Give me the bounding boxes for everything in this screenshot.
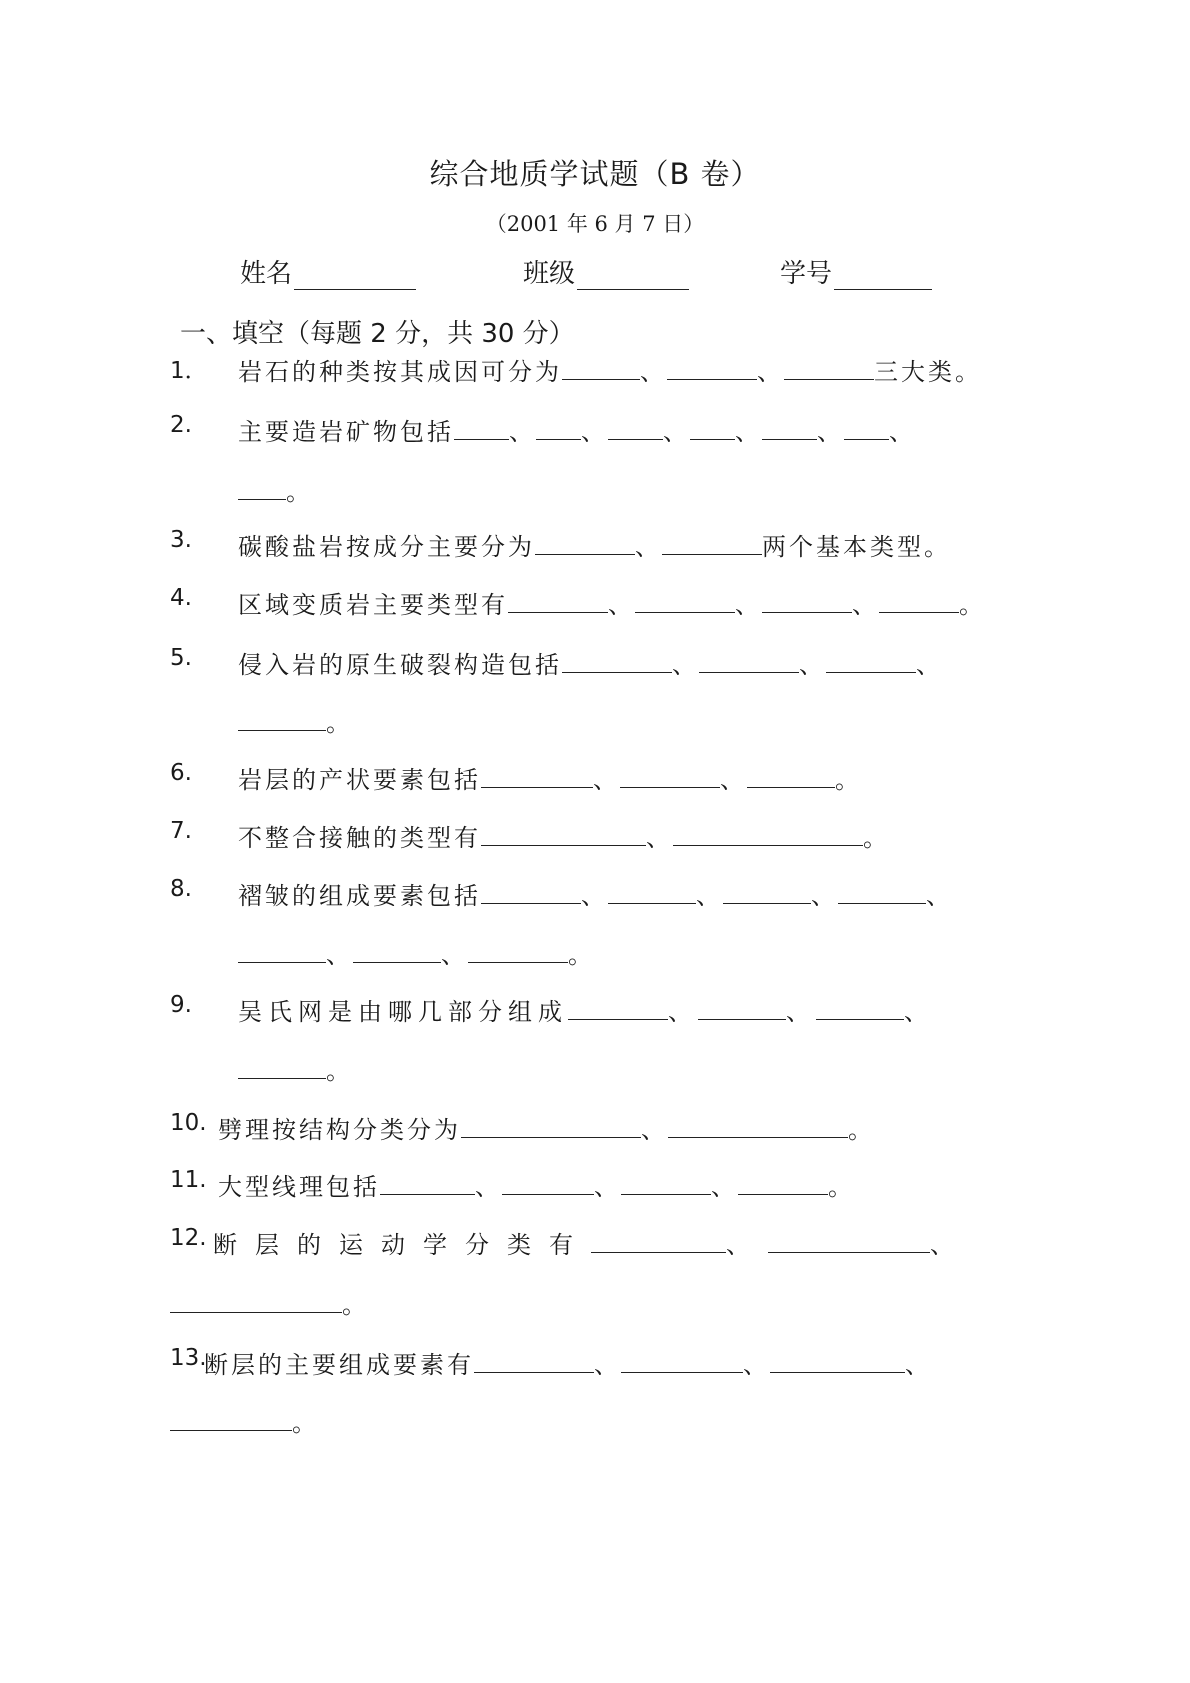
class-blank[interactable]: [577, 265, 689, 290]
answer-blank[interactable]: [747, 765, 835, 788]
question-text: 不整合接触的类型有 、 。: [238, 824, 890, 852]
exam-date: （2001 年 6 月 7 日）: [485, 212, 705, 236]
answer-blank[interactable]: [621, 1350, 743, 1373]
question-text: 岩石的种类按其成因可分为 、 、 三大类。: [238, 358, 982, 386]
answer-blank[interactable]: [562, 357, 640, 380]
answer-blank[interactable]: [481, 823, 646, 846]
question-text: 碳酸盐岩按成分主要分为 、 两个基本类型。: [238, 533, 951, 561]
answer-blank[interactable]: [502, 1172, 594, 1195]
answer-blank[interactable]: [762, 590, 852, 613]
question-number: 11.: [170, 1167, 207, 1193]
name-field[interactable]: [240, 253, 416, 290]
question-text: 劈理按结构分类分为 、 。: [218, 1116, 875, 1144]
question-text: 岩层的产状要素包括 、 、 。: [238, 766, 862, 794]
student-id-label: 学号: [780, 259, 833, 289]
answer-blank[interactable]: [562, 650, 672, 673]
name-label: 姓名: [240, 259, 293, 289]
answer-blank[interactable]: [698, 997, 786, 1020]
question-text: 大型线理包括 、 、 、 。: [218, 1173, 855, 1201]
answer-blank[interactable]: [380, 1172, 475, 1195]
answer-blank[interactable]: [768, 1230, 930, 1253]
question-number: 9.: [170, 992, 192, 1018]
answer-blank[interactable]: [762, 417, 817, 440]
question-number: 8.: [170, 876, 192, 902]
question-number: 5.: [170, 645, 192, 671]
answer-blank[interactable]: [170, 1408, 292, 1431]
answer-blank[interactable]: [826, 650, 916, 673]
answer-blank[interactable]: [738, 1172, 828, 1195]
section-heading: 一、填空（每题 2 分，共 30 分）: [180, 319, 575, 349]
answer-blank[interactable]: [879, 590, 959, 613]
question-text: 断层的运动学分类有 、 、: [213, 1231, 972, 1259]
answer-blank[interactable]: [668, 1115, 848, 1138]
answer-blank[interactable]: [170, 1290, 342, 1313]
answer-blank[interactable]: [536, 417, 581, 440]
answer-blank[interactable]: [353, 940, 441, 963]
answer-blank[interactable]: [662, 532, 762, 555]
class-field[interactable]: [523, 253, 689, 290]
answer-blank[interactable]: [723, 881, 811, 904]
answer-blank[interactable]: [535, 532, 635, 555]
answer-blank[interactable]: [673, 823, 863, 846]
answer-blank[interactable]: [468, 940, 568, 963]
question-number: 1．: [170, 358, 208, 384]
question-text: 断层的主要组成要素有 、 、 、: [204, 1351, 932, 1379]
answer-blank[interactable]: [770, 1350, 905, 1373]
question-number: 2.: [170, 412, 192, 438]
answer-blank[interactable]: [238, 477, 286, 500]
answer-blank[interactable]: [699, 650, 799, 673]
answer-blank[interactable]: [635, 590, 735, 613]
question-number: 6.: [170, 760, 192, 786]
answer-blank[interactable]: [608, 417, 663, 440]
question-number: 7.: [170, 818, 192, 844]
question-number: 10.: [170, 1110, 207, 1136]
question-text: 主要造岩矿物包括 、 、 、 、 、 、: [238, 418, 916, 446]
answer-blank[interactable]: [474, 1350, 594, 1373]
answer-blank[interactable]: [238, 708, 326, 731]
exam-title: 综合地质学试题（B 卷）: [429, 157, 761, 191]
answer-blank[interactable]: [621, 1172, 711, 1195]
answer-blank[interactable]: [238, 1056, 326, 1079]
answer-blank[interactable]: [481, 765, 593, 788]
question-number: 12.: [170, 1225, 207, 1251]
answer-blank[interactable]: [844, 417, 889, 440]
class-label: 班级: [523, 259, 576, 289]
answer-blank[interactable]: [508, 590, 608, 613]
answer-blank[interactable]: [667, 357, 757, 380]
answer-blank[interactable]: [690, 417, 735, 440]
answer-blank[interactable]: [816, 997, 904, 1020]
answer-blank[interactable]: [784, 357, 874, 380]
answer-blank[interactable]: [608, 881, 696, 904]
question-number: 13.: [170, 1345, 207, 1371]
answer-blank[interactable]: [568, 997, 668, 1020]
question-text: 区域变质岩主要类型有 、 、 、 。: [238, 591, 986, 619]
question-number: 4.: [170, 585, 192, 611]
answer-blank[interactable]: [591, 1230, 726, 1253]
question-number: 3.: [170, 527, 192, 553]
answer-blank[interactable]: [481, 881, 581, 904]
answer-blank[interactable]: [454, 417, 509, 440]
question-text: 吴氏网是由哪几部分组成 、 、 、: [238, 998, 934, 1026]
question-text: 褶皱的组成要素包括 、 、 、 、: [238, 882, 953, 910]
answer-blank[interactable]: [620, 765, 720, 788]
answer-blank[interactable]: [461, 1115, 641, 1138]
student-id-blank[interactable]: [834, 265, 932, 290]
answer-blank[interactable]: [838, 881, 926, 904]
student-id-field[interactable]: [780, 253, 932, 290]
answer-blank[interactable]: [238, 940, 326, 963]
question-text: 侵入岩的原生破裂构造包括 、 、 、: [238, 651, 943, 679]
name-blank[interactable]: [294, 265, 416, 290]
